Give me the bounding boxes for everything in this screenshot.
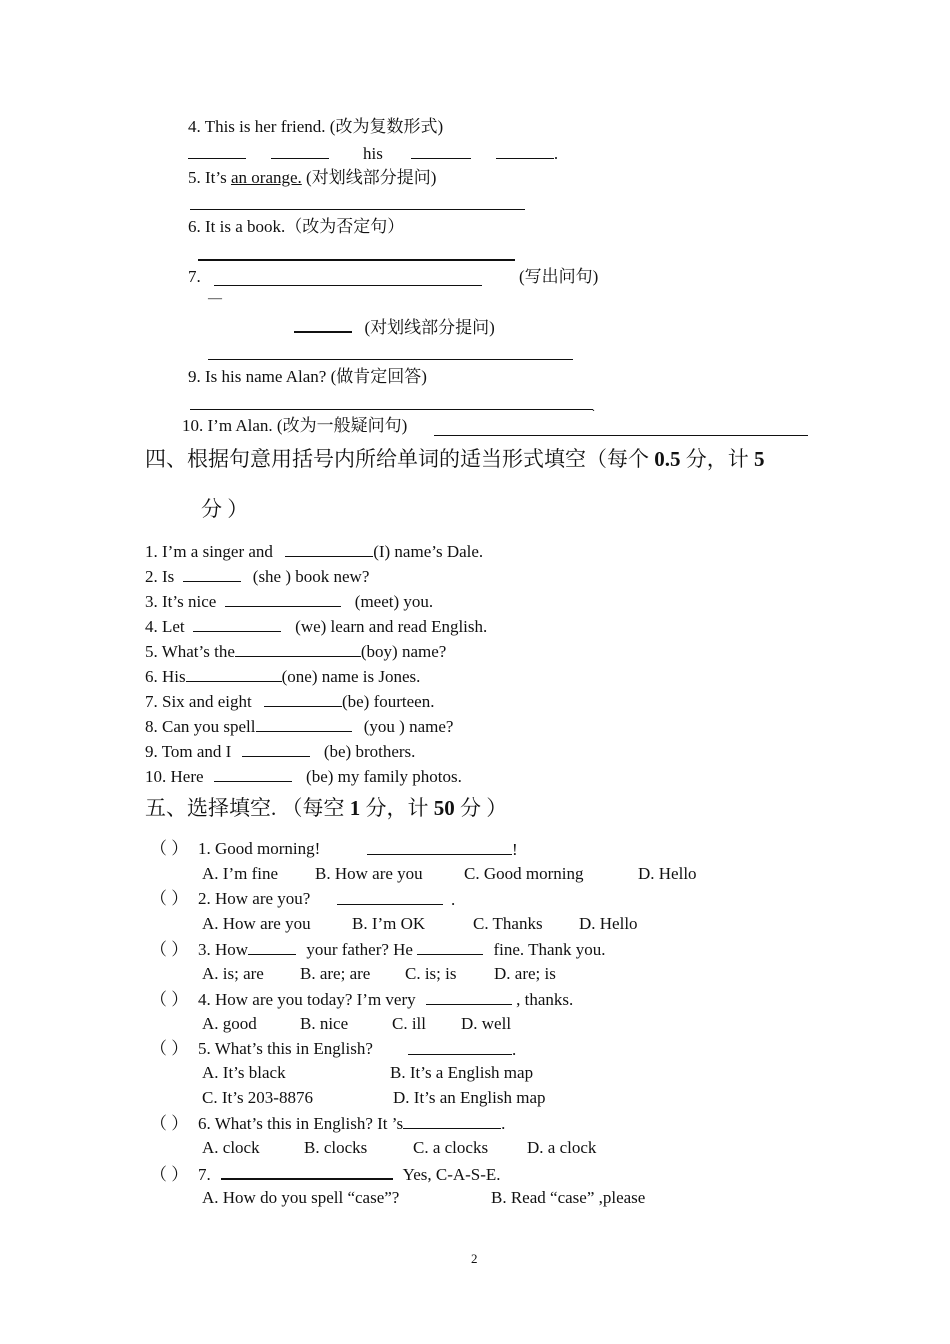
fill-item-text: 6. His <box>145 667 186 686</box>
fill-item-text: (she ) book new? <box>248 567 370 586</box>
fill-item-text: (be) fourteen. <box>341 692 435 711</box>
answer-blank[interactable] <box>248 939 296 955</box>
mc-q1-end: ! <box>512 840 518 859</box>
mc-q1-stem: 1. Good morning! <box>198 839 321 858</box>
mc-q6-stem: 6. What’s this in English? It ’s <box>198 1114 404 1133</box>
fill-item-1 <box>145 541 483 562</box>
mc-q5-option-b[interactable]: B. It’s a English map <box>390 1063 534 1082</box>
mc-q4-post: , thanks. <box>511 990 574 1009</box>
mc-q1-option-a[interactable]: A. I’m fine <box>202 864 279 883</box>
heading-points: 1 <box>349 796 361 820</box>
mc-q5 <box>150 1039 373 1059</box>
answer-paren[interactable]: （ ） <box>150 940 189 959</box>
answer-blank[interactable] <box>264 691 342 707</box>
fill-item-text: 3. It’s nice <box>145 592 221 611</box>
fill-item-3 <box>145 591 433 612</box>
mc-q4-option-d[interactable]: D. well <box>461 1014 512 1033</box>
answer-blank[interactable] <box>242 741 310 757</box>
q3-7-dash: — <box>208 291 222 306</box>
q3-8-note: (对划线部分提问) <box>364 318 495 337</box>
mc-q5-option-a[interactable]: A. It’s black <box>202 1063 286 1082</box>
answer-blank[interactable] <box>411 143 471 159</box>
mc-q1-option-d[interactable]: D. Hello <box>638 864 697 883</box>
given-word-his: his <box>363 144 383 163</box>
mc-q7-number: 7. <box>198 1165 215 1184</box>
q3-7-line <box>188 267 201 287</box>
mc-q1-blank[interactable] <box>367 839 518 860</box>
mc-q3-post: fine. Thank you. <box>489 940 606 959</box>
fill-item-8 <box>145 716 453 737</box>
q3-5-answer-line[interactable] <box>190 209 525 210</box>
fill-item-text: (one) name is Jones. <box>281 667 421 686</box>
q3-4-answer-line <box>188 143 558 164</box>
fill-item-text: (boy) name? <box>360 642 447 661</box>
mc-q2 <box>150 889 310 909</box>
mc-q6-option-b[interactable]: B. clocks <box>304 1138 368 1157</box>
answer-paren[interactable]: （ ） <box>150 839 189 858</box>
answer-blank[interactable] <box>417 939 483 955</box>
period: . <box>553 144 559 163</box>
answer-paren[interactable]: （ ） <box>150 1039 189 1058</box>
q3-9-prompt: 9. Is his name Alan? (做肯定回答) <box>188 367 427 386</box>
q3-10-answer-line[interactable] <box>434 435 808 436</box>
answer-paren[interactable]: （ ） <box>150 1114 189 1133</box>
answer-blank[interactable] <box>183 566 241 582</box>
mc-q2-option-b[interactable]: B. I’m OK <box>352 914 426 933</box>
answer-blank[interactable] <box>193 616 281 632</box>
fill-item-text: 10. Here <box>145 767 208 786</box>
mc-q2-option-d[interactable]: D. Hello <box>579 914 638 933</box>
q3-9-answer-line[interactable] <box>190 409 593 410</box>
answer-blank[interactable] <box>235 641 361 657</box>
q3-6-answer-line[interactable] <box>198 259 515 261</box>
mc-q6-option-d[interactable]: D. a clock <box>527 1138 597 1157</box>
mc-q3-option-d[interactable]: D. are; is <box>494 964 556 983</box>
q3-7-number: 7. <box>188 267 201 286</box>
fill-item-text: (you ) name? <box>359 717 454 736</box>
mc-q4-option-a[interactable]: A. good <box>202 1014 257 1033</box>
q3-5-prompt <box>188 168 436 188</box>
answer-blank[interactable] <box>426 989 512 1005</box>
answer-blank[interactable] <box>337 889 443 905</box>
q3-4-prompt: 4. This is her friend. (改为复数形式) <box>188 117 444 136</box>
section5-heading <box>145 795 507 821</box>
fill-item-text: 9. Tom and I <box>145 742 236 761</box>
fill-item-9 <box>145 741 415 762</box>
q3-8-line <box>294 316 495 338</box>
fill-item-text: 5. What’s the <box>145 642 235 661</box>
fill-item-6 <box>145 666 420 687</box>
answer-paren[interactable]: （ ） <box>150 889 189 908</box>
heading-text: 分，计 <box>680 447 754 471</box>
page-number: 2 <box>471 1251 478 1266</box>
mc-q6-option-a[interactable]: A. clock <box>202 1138 260 1157</box>
mc-q3-mid: your father? He <box>302 940 418 959</box>
mc-q7-post: Yes, C-A-S-E. <box>399 1165 501 1184</box>
mc-q6-option-c[interactable]: C. a clocks <box>413 1138 489 1157</box>
mc-q3 <box>150 939 606 960</box>
q3-5-pre: 5. It’s <box>188 168 231 187</box>
fill-item-text: (we) learn and read English. <box>290 617 488 636</box>
underline-mark <box>294 316 352 333</box>
fill-item-text: 1. I’m a singer and <box>145 542 278 561</box>
mc-q2-stem: 2. How are you? <box>198 889 311 908</box>
fill-item-text: (be) brothers. <box>319 742 416 761</box>
answer-blank[interactable] <box>188 143 246 159</box>
fill-item-text: 2. Is <box>145 567 179 586</box>
mc-q6-end: . <box>501 1114 506 1133</box>
mc-q3-pre: 3. How <box>198 940 249 959</box>
mc-q2-end: . <box>451 890 456 909</box>
fill-item-7 <box>145 691 434 712</box>
fill-item-text: (meet) you. <box>350 592 434 611</box>
answer-blank[interactable] <box>214 766 292 782</box>
q3-5-post: (对划线部分提问) <box>301 168 437 187</box>
mc-q5-end: . <box>512 1040 517 1059</box>
section4-heading-cont: 分 ） <box>201 497 249 521</box>
mc-q1-option-c[interactable]: C. Good morning <box>464 864 584 883</box>
q3-10-prompt: 10. I’m Alan. (改为一般疑问句) <box>182 416 408 435</box>
mc-q4 <box>150 989 573 1010</box>
answer-paren[interactable]: （ ） <box>150 990 189 1009</box>
mc-q5-option-d[interactable]: D. It’s an English map <box>393 1088 546 1107</box>
answer-blank[interactable] <box>496 143 554 159</box>
heading-total: 50 <box>433 796 455 820</box>
fill-item-text: (I) name’s Dale. <box>373 542 484 561</box>
mc-q2-option-a[interactable]: A. How are you <box>202 914 311 933</box>
mc-q4-option-c[interactable]: C. ill <box>392 1014 427 1033</box>
mc-q4-option-b[interactable]: B. nice <box>300 1014 349 1033</box>
answer-blank[interactable] <box>285 541 373 557</box>
answer-blank[interactable] <box>221 1163 393 1180</box>
mc-q2-option-c[interactable]: C. Thanks <box>473 914 543 933</box>
q3-5-underlined: an orange. <box>230 168 302 187</box>
answer-blank[interactable] <box>408 1039 512 1055</box>
mc-q1 <box>150 839 320 859</box>
answer-paren[interactable]: （ ） <box>150 1165 189 1184</box>
mc-q7 <box>150 1163 501 1185</box>
heading-text: 四、根据句意用括号内所给单词的适当形式填空（每个 <box>145 447 655 471</box>
mc-q7-option-a[interactable]: A. How do you spell “case”? <box>202 1188 400 1207</box>
heading-text: 五、选择填空. （每空 <box>145 796 350 820</box>
answer-blank[interactable] <box>186 666 282 682</box>
mc-q3-option-a[interactable]: A. is; are <box>202 964 264 983</box>
fill-item-2 <box>145 566 369 587</box>
mc-q3-option-c[interactable]: C. is; is <box>405 964 457 983</box>
fill-item-text: (be) my family photos. <box>301 767 462 786</box>
mc-q5-option-c[interactable]: C. It’s 203-8876 <box>202 1088 313 1107</box>
fill-item-5 <box>145 641 446 662</box>
answer-blank[interactable] <box>256 716 352 732</box>
fill-item-text: 7. Six and eight <box>145 692 256 711</box>
fill-item-10 <box>145 766 462 787</box>
q3-9-tail: . <box>592 400 595 414</box>
answer-blank[interactable] <box>271 143 329 159</box>
heading-text: 分 ） <box>454 796 508 820</box>
q3-7-answer-line[interactable] <box>214 285 482 286</box>
q3-7-note: (写出问句) <box>519 267 599 286</box>
mc-q7-option-b[interactable]: B. Read “case” ,please <box>491 1188 646 1207</box>
mc-q5-stem: 5. What’s this in English? <box>198 1039 373 1058</box>
fill-item-text: 4. Let <box>145 617 189 636</box>
section4-heading <box>145 446 765 472</box>
fill-item-4 <box>145 616 487 637</box>
mc-q3-option-b[interactable]: B. are; are <box>300 964 371 983</box>
answer-blank[interactable] <box>403 1113 501 1129</box>
heading-text: 分，计 <box>360 796 434 820</box>
answer-blank[interactable] <box>225 591 341 607</box>
fill-item-text: 8. Can you spell <box>145 717 256 736</box>
q3-6-prompt: 6. It is a book.（改为否定句） <box>188 217 405 236</box>
mc-q2-blank[interactable] <box>337 889 455 910</box>
answer-blank[interactable] <box>367 839 512 855</box>
mc-q4-pre: 4. How are you today? I’m very <box>198 990 420 1009</box>
mc-q1-option-b[interactable]: B. How are you <box>315 864 423 883</box>
q3-8-answer-line[interactable] <box>208 359 573 360</box>
mc-q5-blank[interactable] <box>408 1039 516 1060</box>
mc-q6 <box>150 1113 505 1134</box>
heading-total: 5 <box>754 447 765 471</box>
heading-points: 0.5 <box>654 447 681 471</box>
